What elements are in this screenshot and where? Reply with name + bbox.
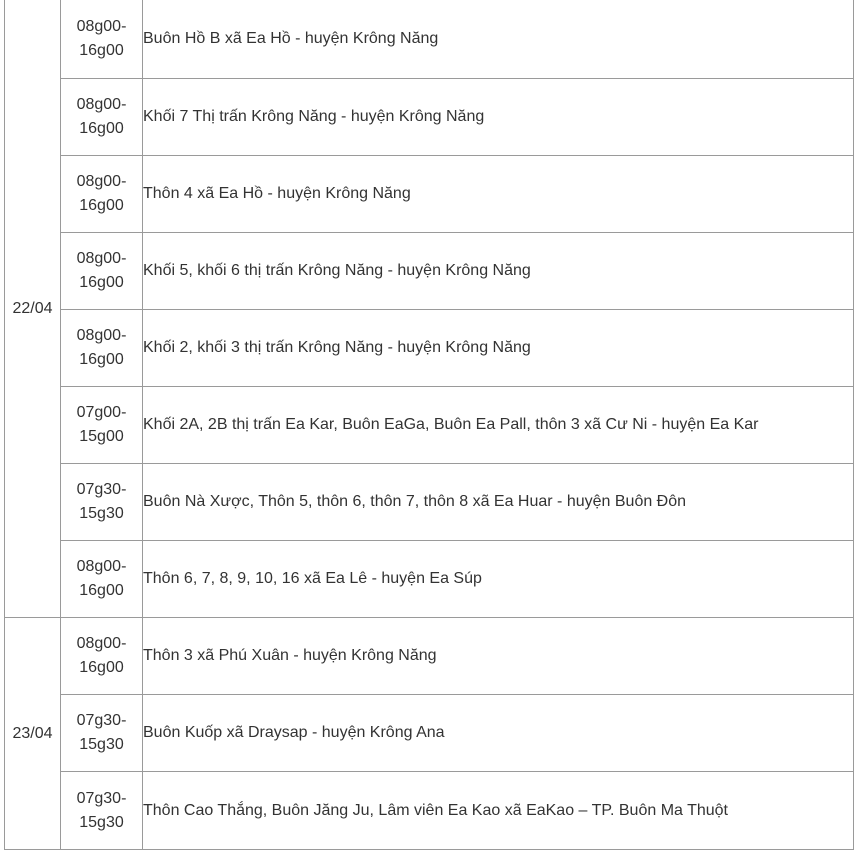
location-cell: Khối 5, khối 6 thị trấn Krông Năng - huyện Krông Năng bbox=[143, 233, 854, 310]
time-cell bbox=[61, 310, 143, 387]
time-end: 16g00 bbox=[79, 42, 124, 59]
table-row bbox=[5, 541, 854, 618]
time-cell bbox=[61, 541, 143, 618]
time-cell bbox=[61, 772, 143, 850]
time-cell bbox=[61, 156, 143, 233]
time-end: 15g00 bbox=[79, 428, 124, 445]
time-end: 16g00 bbox=[79, 659, 124, 676]
time-cell bbox=[61, 0, 143, 79]
time-end: 15g30 bbox=[79, 505, 124, 522]
table-row bbox=[5, 79, 854, 156]
time-end: 16g00 bbox=[79, 274, 124, 291]
time-cell bbox=[61, 695, 143, 772]
time-cell bbox=[61, 464, 143, 541]
time-start: 07g30- bbox=[76, 481, 127, 498]
location-cell: Khối 7 Thị trấn Krông Năng - huyện Krông Năng bbox=[143, 79, 854, 156]
location-cell: Buôn Hồ B xã Ea Hồ - huyện Krông Năng bbox=[143, 0, 854, 79]
schedule-table bbox=[4, 0, 854, 850]
table-row bbox=[5, 310, 854, 387]
time-start: 08g00- bbox=[76, 173, 127, 190]
table-row bbox=[5, 618, 854, 695]
table-row bbox=[5, 156, 854, 233]
location-cell: Khối 2A, 2B thị trấn Ea Kar, Buôn EaGa, Buôn Ea Pall, thôn 3 xã Cư Ni - huyện Ea Kar bbox=[143, 387, 854, 464]
time-end: 16g00 bbox=[79, 197, 124, 214]
location-cell: Buôn Nà Xược, Thôn 5, thôn 6, thôn 7, thôn 8 xã Ea Huar - huyện Buôn Đôn bbox=[143, 464, 854, 541]
time-cell bbox=[61, 387, 143, 464]
time-cell bbox=[61, 233, 143, 310]
time-start: 08g00- bbox=[76, 635, 127, 652]
location-cell: Khối 2, khối 3 thị trấn Krông Năng - huyện Krông Năng bbox=[143, 310, 854, 387]
time-end: 15g30 bbox=[79, 736, 124, 753]
table-row bbox=[5, 387, 854, 464]
table-row bbox=[5, 233, 854, 310]
time-start: 08g00- bbox=[76, 558, 127, 575]
location-cell: Thôn 6, 7, 8, 9, 10, 16 xã Ea Lê - huyện Ea Súp bbox=[143, 541, 854, 618]
time-end: 16g00 bbox=[79, 120, 124, 137]
time-start: 08g00- bbox=[76, 250, 127, 267]
location-cell: Thôn 3 xã Phú Xuân - huyện Krông Năng bbox=[143, 618, 854, 695]
date-cell: 22/04 bbox=[5, 0, 61, 618]
time-start: 07g00- bbox=[76, 404, 127, 421]
table-row bbox=[5, 464, 854, 541]
time-end: 16g00 bbox=[79, 351, 124, 368]
location-cell: Thôn Cao Thắng, Buôn Jăng Ju, Lâm viên Ea Kao xã EaKao – TP. Buôn Ma Thuột bbox=[143, 772, 854, 850]
table-row bbox=[5, 0, 854, 79]
time-start: 08g00- bbox=[76, 18, 127, 35]
time-start: 07g30- bbox=[76, 712, 127, 729]
time-cell bbox=[61, 618, 143, 695]
table-row bbox=[5, 772, 854, 850]
time-end: 15g30 bbox=[79, 813, 124, 831]
location-cell: Thôn 4 xã Ea Hồ - huyện Krông Năng bbox=[143, 156, 854, 233]
time-start: 08g00- bbox=[76, 327, 127, 344]
date-cell: 23/04 bbox=[5, 618, 61, 850]
time-start: 08g00- bbox=[76, 96, 127, 113]
location-cell: Buôn Kuốp xã Draysap - huyện Krông Ana bbox=[143, 695, 854, 772]
table-row bbox=[5, 695, 854, 772]
time-start: 07g30- bbox=[76, 789, 127, 807]
time-cell bbox=[61, 79, 143, 156]
time-end: 16g00 bbox=[79, 582, 124, 599]
